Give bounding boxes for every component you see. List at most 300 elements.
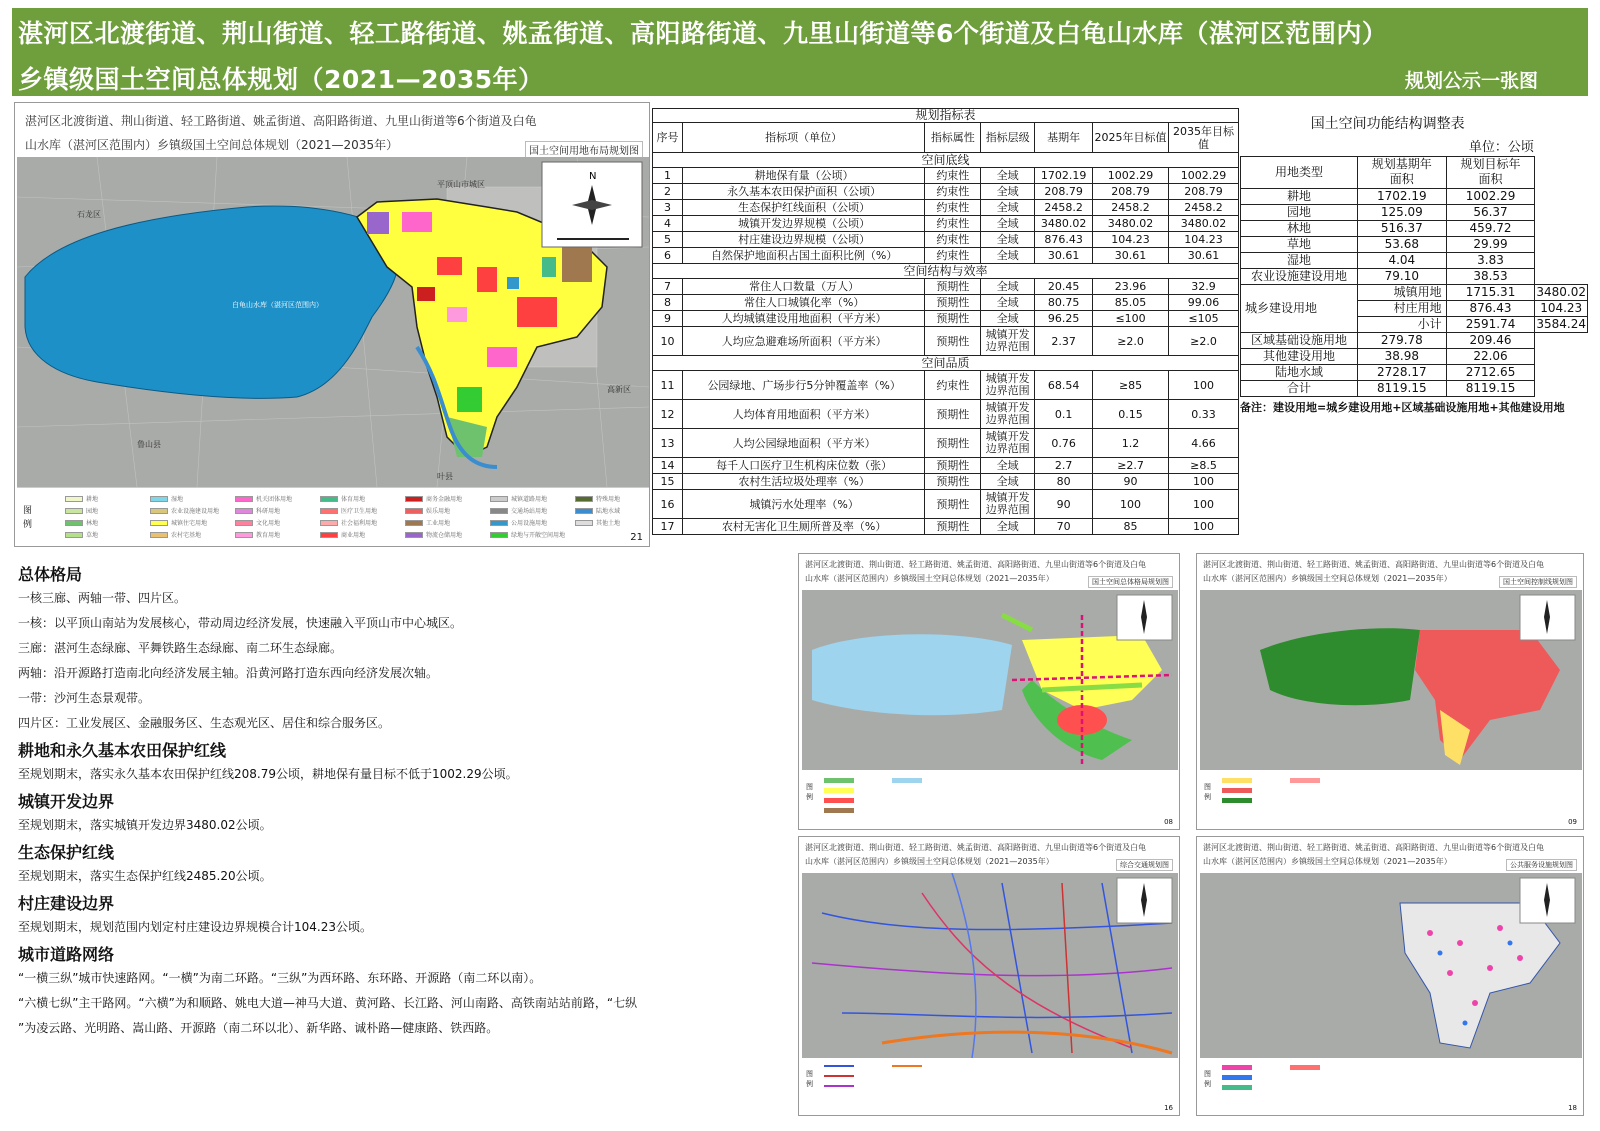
- legend-item: [150, 506, 219, 515]
- road-text-2: “六横七纵”主干路网。“六横”为和顺路、姚电大道—神马大道、黄河路、长江路、河山南路、高铁南站站前路，“七纵: [18, 996, 638, 1010]
- indicator-cell: 城镇开发边界范围: [981, 429, 1035, 458]
- structure-cell: 小计: [1357, 316, 1446, 332]
- structure-cell: 8119.15: [1446, 380, 1535, 396]
- legend-swatch: [65, 520, 83, 526]
- structure-row: [1241, 188, 1588, 204]
- indicator-cell: 23.96: [1093, 279, 1169, 295]
- farmland-heading: 耕地和永久基本农田保护红线: [18, 741, 227, 760]
- legend-swatch: [320, 508, 338, 514]
- main-map-title: [25, 109, 537, 157]
- structure-cell: 3480.02: [1536, 284, 1586, 299]
- main-map-panel[interactable]: [14, 102, 650, 547]
- indicator-cell: 0.1: [1035, 400, 1093, 429]
- urban-heading: 城镇开发边界: [18, 792, 115, 811]
- structure-cell: 合计: [1241, 380, 1358, 396]
- legend-item: [320, 506, 377, 515]
- structure-cell: 22.06: [1446, 348, 1535, 364]
- legend-item-label: 农村宅基地: [171, 532, 202, 539]
- legend-item: [405, 506, 450, 515]
- structure-unit-row: [1241, 140, 1588, 156]
- legend-item-label: 公用设施用地: [511, 520, 548, 527]
- indicator-cell: 1.2: [1093, 429, 1169, 458]
- structure-cell: 104.23: [1535, 300, 1588, 316]
- mini-map-3-legend-label: 图 例: [806, 1070, 820, 1088]
- mini-map-2-title-line1: 湛河区北渡街道、荆山街道、轻工路街道、姚孟街道、高阳路街道、九里山街道等6个街道及白龟: [1203, 560, 1545, 569]
- indicator-cell: 11: [653, 371, 683, 400]
- legend-swatch: [575, 496, 593, 502]
- indicator-cell: 约束性: [925, 184, 981, 200]
- summary-text: [18, 560, 788, 1041]
- indicator-cell: 公园绿地、广场步行5分钟覆盖率（%）: [682, 371, 924, 400]
- indicator-cell: 预期性: [925, 400, 981, 429]
- indicator-cell: 30.61: [1169, 248, 1239, 264]
- legend-item: [490, 494, 547, 503]
- indicator-header-cell: 序号: [653, 123, 683, 153]
- indicator-cell: 80.75: [1035, 295, 1093, 311]
- map-label-lushan: 鲁山县: [137, 440, 161, 449]
- legend-item-label: 体育用地: [341, 496, 366, 503]
- structure-cell: 1702.19: [1357, 188, 1446, 204]
- indicator-cell: 85: [1093, 519, 1169, 535]
- indicator-cell: 12: [653, 400, 683, 429]
- indicator-cell: 104.23: [1169, 232, 1239, 248]
- legend-item: [405, 518, 450, 527]
- indicator-header-cell: 2025年目标值: [1093, 123, 1169, 153]
- mini-map-3-canvas: [802, 873, 1178, 1058]
- indicator-cell: 2458.2: [1035, 200, 1093, 216]
- indicator-cell: 每千人口医疗卫生机构床位数（张）: [682, 458, 924, 474]
- indicator-cell: 全域: [981, 474, 1035, 490]
- mini-map-2-tag: 国土空间控制线规划图: [1499, 576, 1577, 588]
- legend-item-label: 湿地: [171, 496, 184, 503]
- road-text-3: ”为凌云路、光明路、嵩山路、开源路（南二环以北）、新华路、诚朴路—健康路、铁西路。: [18, 1021, 499, 1035]
- structure-row: [1241, 364, 1588, 380]
- indicator-row: [653, 490, 1239, 519]
- map-label-yexian: 叶县: [437, 472, 453, 481]
- legend-item: [150, 530, 201, 539]
- legend-item-label: 物流仓储用地: [426, 532, 463, 539]
- indicator-cell: 208.79: [1035, 184, 1093, 200]
- legend-item-label: 社会福利用地: [341, 520, 378, 527]
- mini-map-controllines[interactable]: [1196, 553, 1584, 830]
- village-heading: 村庄建设边界: [18, 894, 115, 913]
- structure-cell: 3.83: [1446, 252, 1535, 268]
- indicator-cell: ≥2.7: [1093, 458, 1169, 474]
- legend-item: [320, 518, 377, 527]
- legend-item: [490, 506, 547, 515]
- structure-cell: 4.04: [1357, 252, 1446, 268]
- structure-row: [1241, 380, 1588, 396]
- page-title-line1: 湛河区北渡街道、荆山街道、轻工路街道、姚孟街道、高阳路街道、九里山街道等6个街道及白龟山水库（湛河区范围内）: [18, 19, 1388, 48]
- indicator-cell: 全域: [981, 279, 1035, 295]
- structure-cell: 耕地: [1241, 188, 1358, 204]
- legend-swatch: [150, 496, 168, 502]
- indicator-cell: 9: [653, 311, 683, 327]
- indicator-cell: 10: [653, 327, 683, 356]
- legend-item-label: 城镇住宅用地: [171, 520, 208, 527]
- indicator-cell: 常住人口数量（万人）: [682, 279, 924, 295]
- indicator-table-header: [653, 123, 1239, 153]
- structure-cell: 2728.17: [1357, 364, 1446, 380]
- farmland-text: 至规划期末，落实永久基本农田保护红线208.79公顷，耕地保有量目标不低于1002.29公顷。: [18, 767, 518, 781]
- overall-list: [18, 586, 788, 736]
- indicator-row: [653, 371, 1239, 400]
- legend-item: [235, 518, 280, 527]
- indicator-cell: 预期性: [925, 295, 981, 311]
- legend-item-label: 特殊用地: [596, 496, 621, 503]
- main-map-title-line2: 山水库（湛河区范围内）乡镇级国土空间总体规划（2021—2035年）: [25, 138, 399, 152]
- structure-row: [1241, 332, 1588, 348]
- indicator-cell: 14: [653, 458, 683, 474]
- legend-item: [65, 494, 98, 503]
- structure-unit: 单位：公顷: [1468, 140, 1534, 156]
- mini-map-facilities[interactable]: [1196, 836, 1584, 1116]
- indicator-cell: 90: [1093, 474, 1169, 490]
- indicator-row: [653, 168, 1239, 184]
- indicator-cell: 城镇开发边界范围: [981, 490, 1035, 519]
- indicator-row: [653, 200, 1239, 216]
- legend-item-label: 绿地与开敞空间用地: [511, 532, 566, 539]
- structure-row: [1241, 252, 1588, 268]
- mini-map-4-title-line2: 山水库（湛河区范围内）乡镇级国土空间总体规划（2021—2035年）: [1203, 857, 1452, 866]
- legend-swatch: [150, 508, 168, 514]
- indicator-cell: 全域: [981, 519, 1035, 535]
- indicator-cell: 208.79: [1093, 184, 1169, 200]
- legend-item: [490, 518, 547, 527]
- indicator-cell: 32.9: [1169, 279, 1239, 295]
- structure-row: [1241, 348, 1588, 364]
- legend-swatch: [150, 520, 168, 526]
- mini-map-4-tag: 公共服务设施规划图: [1506, 859, 1577, 871]
- indicator-cell: 约束性: [925, 200, 981, 216]
- indicator-header-cell: 2035年目标值: [1169, 123, 1239, 153]
- overall-heading: 总体格局: [18, 565, 83, 584]
- header-banner: [12, 8, 1588, 96]
- legend-swatch: [65, 532, 83, 538]
- legend-item-label: 其他土地: [596, 520, 621, 527]
- indicator-row: [653, 248, 1239, 264]
- indicator-cell: 预期性: [925, 458, 981, 474]
- indicator-cell: 城镇污水处理率（%）: [682, 490, 924, 519]
- structure-title: 国土空间功能结构调整表: [1310, 115, 1465, 132]
- indicator-cell: 100: [1169, 474, 1239, 490]
- indicator-cell: 30.61: [1093, 248, 1169, 264]
- indicator-cell: 100: [1093, 490, 1169, 519]
- indicator-cell: 约束性: [925, 168, 981, 184]
- structure-col-base: 规划基期年: [1357, 156, 1446, 172]
- legend-item: [575, 506, 620, 515]
- indicator-cell: 城镇开发边界规模（公顷）: [682, 216, 924, 232]
- indicator-table-title: 规划指标表: [653, 109, 1239, 123]
- indicator-cell: 15: [653, 474, 683, 490]
- structure-row: [1241, 220, 1588, 236]
- indicator-cell: 约束性: [925, 216, 981, 232]
- indicator-cell: ≥2.0: [1169, 327, 1239, 356]
- legend-item: [235, 506, 280, 515]
- indicator-cell: 生态保护红线面积（公顷）: [682, 200, 924, 216]
- indicator-cell: 全域: [981, 200, 1035, 216]
- legend-item: [65, 518, 98, 527]
- indicator-cell: 2458.2: [1093, 200, 1169, 216]
- mini-map-traffic[interactable]: [798, 836, 1180, 1116]
- overall-item: 三廊：湛河生态绿廊、平舞铁路生态绿廊、南二环生态绿廊。: [18, 641, 343, 655]
- indicator-table: [652, 108, 1239, 535]
- structure-cell: 林地: [1241, 220, 1358, 236]
- legend-swatch: [490, 496, 508, 502]
- village-text: 至规划期末，规划范围内划定村庄建设边界规模合计104.23公顷。: [18, 920, 372, 934]
- overall-item: 一核三廊、两轴一带、四片区。: [18, 591, 187, 605]
- indicator-cell: 100: [1169, 519, 1239, 535]
- indicator-cell: 2.7: [1035, 458, 1093, 474]
- main-map-canvas[interactable]: [17, 157, 649, 487]
- indicator-cell: ≥8.5: [1169, 458, 1239, 474]
- indicator-cell: 1002.29: [1169, 168, 1239, 184]
- mini-map-4-title-line1: 湛河区北渡街道、荆山街道、轻工路街道、姚孟街道、高阳路街道、九里山街道等6个街道及白龟: [1203, 843, 1545, 852]
- indicator-header-cell: 指标层级: [981, 123, 1035, 153]
- legend-item: [405, 494, 462, 503]
- structure-cell: 3584.24: [1536, 316, 1586, 331]
- mini-map-4-legend-label: 图 例: [1204, 1070, 1218, 1088]
- legend-swatch: [490, 532, 508, 538]
- structure-cell: 459.72: [1446, 220, 1535, 236]
- main-map-title-line1: 湛河区北渡街道、荆山街道、轻工路街道、姚孟街道、高阳路街道、九里山街道等6个街道及白龟: [25, 114, 537, 128]
- indicator-cell: 全域: [981, 295, 1035, 311]
- structure-col-type: 用地类型: [1241, 156, 1358, 188]
- structure-col-area: 面积: [1357, 172, 1446, 188]
- indicator-cell: 1: [653, 168, 683, 184]
- legend-item: [320, 530, 365, 539]
- indicator-cell: 100: [1169, 371, 1239, 400]
- indicator-cell: 90: [1035, 490, 1093, 519]
- indicator-row: [653, 232, 1239, 248]
- indicator-cell: 全域: [981, 184, 1035, 200]
- indicator-cell: 13: [653, 429, 683, 458]
- indicator-cell: 5: [653, 232, 683, 248]
- structure-cell: 8119.15: [1357, 380, 1446, 396]
- mini-map-2-page: 09: [1568, 818, 1577, 826]
- indicator-cell: 预期性: [925, 519, 981, 535]
- legend-swatch: [490, 508, 508, 514]
- legend-swatch: [235, 496, 253, 502]
- structure-urban-rural-label: 城乡建设用地: [1241, 284, 1358, 332]
- mini-map-3-tag: 综合交通规划图: [1116, 859, 1173, 871]
- legend-item-label: 城镇道路用地: [511, 496, 548, 503]
- legend-swatch: [235, 508, 253, 514]
- main-map-page-number: 21: [630, 532, 643, 543]
- mini-map-4-canvas: [1200, 873, 1582, 1058]
- structure-row: [1241, 236, 1588, 252]
- legend-item-label: 工业用地: [426, 520, 451, 527]
- main-map-tag: 国土空间用地布局规划图: [525, 141, 643, 158]
- indicator-cell: 4: [653, 216, 683, 232]
- legend-item-label: 耕地: [86, 496, 99, 503]
- structure-col-area-2: 面积: [1446, 172, 1535, 188]
- legend-item-label: 教育用地: [256, 532, 281, 539]
- indicator-cell: 1002.29: [1093, 168, 1169, 184]
- eco-text: 至规划期末，落实生态保护红线2485.20公顷。: [18, 869, 272, 883]
- indicator-cell: 农村生活垃圾处理率（%）: [682, 474, 924, 490]
- mini-map-3-legend: [802, 1059, 1178, 1114]
- indicator-cell: 100: [1169, 490, 1239, 519]
- mini-map-4-page: 18: [1568, 1104, 1577, 1112]
- indicator-section-row: [653, 153, 1239, 168]
- indicator-cell: 人均应急避难场所面积（平方米）: [682, 327, 924, 356]
- legend-item: [575, 518, 620, 527]
- road-text-1: “一横三纵”城市快速路网。“一横”为南二环路。“三纵”为西环路、东环路、开源路（南二环以南）。: [18, 971, 542, 985]
- indicator-cell: 0.76: [1035, 429, 1093, 458]
- indicator-row: [653, 184, 1239, 200]
- urban-text: 至规划期末，落实城镇开发边界3480.02公顷。: [18, 818, 272, 832]
- structure-cell: 209.46: [1446, 332, 1535, 348]
- indicator-section-name: 空间底线: [653, 153, 1239, 168]
- structure-note: 备注：建设用地=城乡建设用地+区域基础设施用地+其他建设用地: [1240, 401, 1565, 414]
- mini-map-1-legend: [802, 772, 1178, 828]
- legend-item: [490, 530, 565, 539]
- structure-cell: 陆地水域: [1241, 364, 1358, 380]
- legend-swatch: [575, 508, 593, 514]
- structure-cell: 125.09: [1357, 204, 1446, 220]
- structure-cell: 1002.29: [1446, 188, 1535, 204]
- indicator-cell: 80: [1035, 474, 1093, 490]
- mini-map-3-page: 16: [1164, 1104, 1173, 1112]
- indicator-cell: 预期性: [925, 279, 981, 295]
- legend-swatch: [320, 532, 338, 538]
- indicator-cell: 城镇开发边界范围: [981, 371, 1035, 400]
- structure-title-row: [1241, 108, 1588, 140]
- legend-item: [150, 494, 183, 503]
- indicator-cell: 70: [1035, 519, 1093, 535]
- legend-swatch: [575, 520, 593, 526]
- structure-cell: 516.37: [1357, 220, 1446, 236]
- legend-item-label: 陆地水域: [596, 508, 621, 515]
- legend-item-label: 农业设施建设用地: [171, 508, 220, 515]
- indicator-cell: 208.79: [1169, 184, 1239, 200]
- indicator-cell: 17: [653, 519, 683, 535]
- legend-item: [150, 518, 207, 527]
- indicator-row: [653, 279, 1239, 295]
- structure-cell: 区域基础设施用地: [1241, 332, 1358, 348]
- indicator-cell: 7: [653, 279, 683, 295]
- indicator-row: [653, 400, 1239, 429]
- legend-swatch: [150, 532, 168, 538]
- legend-swatch: [320, 496, 338, 502]
- legend-item-label: 园地: [86, 508, 99, 515]
- indicator-cell: 全域: [981, 248, 1035, 264]
- indicator-cell: 3: [653, 200, 683, 216]
- indicator-cell: 城镇开发边界范围: [981, 400, 1035, 429]
- structure-cell: 79.10: [1357, 268, 1446, 284]
- legend-item-label: 商业用地: [341, 532, 366, 539]
- legend-item: [235, 530, 280, 539]
- indicator-cell: 2458.2: [1169, 200, 1239, 216]
- indicator-cell: 常住人口城镇化率（%）: [682, 295, 924, 311]
- mini-map-2-canvas: [1200, 590, 1582, 770]
- indicator-cell: 3480.02: [1169, 216, 1239, 232]
- indicator-section-row: [653, 264, 1239, 279]
- legend-item-label: 文化用地: [256, 520, 281, 527]
- indicator-row: [653, 216, 1239, 232]
- indicator-cell: 约束性: [925, 232, 981, 248]
- legend-item: [65, 506, 98, 515]
- structure-cell: 29.99: [1446, 236, 1535, 252]
- mini-map-1-legend-label: 图 例: [806, 783, 820, 801]
- indicator-cell: 预期性: [925, 474, 981, 490]
- indicator-cell: 人均体育用地面积（平方米）: [682, 400, 924, 429]
- mini-map-1-title-line1: 湛河区北渡街道、荆山街道、轻工路街道、姚孟街道、高阳路街道、九里山街道等6个街道及白龟: [805, 560, 1147, 569]
- indicator-header-cell: 指标项（单位）: [682, 123, 924, 153]
- structure-row: [1241, 284, 1588, 300]
- legend-swatch: [405, 496, 423, 502]
- indicator-cell: 预期性: [925, 311, 981, 327]
- indicator-cell: 预期性: [925, 490, 981, 519]
- legend-item: [320, 494, 365, 503]
- indicator-cell: 2: [653, 184, 683, 200]
- structure-cell: 2712.65: [1446, 364, 1535, 380]
- structure-cell: 园地: [1241, 204, 1358, 220]
- structure-cell: 其他建设用地: [1241, 348, 1358, 364]
- indicator-cell: ≤105: [1169, 311, 1239, 327]
- structure-cell: 城镇用地: [1357, 284, 1446, 300]
- mini-map-pattern[interactable]: [798, 553, 1180, 830]
- indicator-header-cell: 基期年: [1035, 123, 1093, 153]
- overall-item: 一核：以平顶山南站为发展核心，带动周边经济发展，快速融入平顶山市中心城区。: [18, 616, 463, 630]
- structure-cell: 湿地: [1241, 252, 1358, 268]
- map-label-city: 平顶山市城区: [437, 180, 485, 189]
- page-title-line2: 乡镇级国土空间总体规划（2021—2035年）: [18, 65, 544, 94]
- mini-map-1-page: 08: [1164, 818, 1173, 826]
- structure-cell: 1715.31: [1446, 284, 1535, 300]
- indicator-row: [653, 458, 1239, 474]
- indicator-cell: 全域: [981, 458, 1035, 474]
- indicator-cell: 99.06: [1169, 295, 1239, 311]
- indicator-cell: 6: [653, 248, 683, 264]
- indicator-cell: 全域: [981, 216, 1035, 232]
- indicator-cell: 人均城镇建设用地面积（平方米）: [682, 311, 924, 327]
- indicator-cell: 耕地保有量（公顷）: [682, 168, 924, 184]
- indicator-cell: 全域: [981, 311, 1035, 327]
- structure-cell: 279.78: [1357, 332, 1446, 348]
- indicator-cell: 0.33: [1169, 400, 1239, 429]
- indicator-cell: 城镇开发边界范围: [981, 327, 1035, 356]
- legend-swatch: [65, 496, 83, 502]
- mini-map-2-title-line2: 山水库（湛河区范围内）乡镇级国土空间总体规划（2021—2035年）: [1203, 574, 1452, 583]
- mini-map-2-legend-label: 图 例: [1204, 783, 1218, 801]
- mini-map-4-legend: [1200, 1059, 1582, 1114]
- structure-cell: 农业设施建设用地: [1241, 268, 1358, 284]
- compass-label: N: [589, 171, 597, 182]
- indicator-cell: 8: [653, 295, 683, 311]
- mini-map-3-title-line2: 山水库（湛河区范围内）乡镇级国土空间总体规划（2021—2035年）: [805, 857, 1054, 866]
- indicator-cell: 3480.02: [1035, 216, 1093, 232]
- indicator-cell: 96.25: [1035, 311, 1093, 327]
- legend-item-label: 商务金融用地: [426, 496, 463, 503]
- overall-item: 两轴：沿开源路打造南北向经济发展主轴。沿黄河路打造东西向经济发展次轴。: [18, 666, 439, 680]
- legend-swatch: [490, 520, 508, 526]
- indicator-cell: 约束性: [925, 371, 981, 400]
- legend-item: [235, 494, 292, 503]
- indicator-cell: ≥2.0: [1093, 327, 1169, 356]
- indicator-cell: 876.43: [1035, 232, 1093, 248]
- legend-item-label: 医疗卫生用地: [341, 508, 378, 515]
- structure-row: [1241, 204, 1588, 220]
- indicator-table-title-row: [653, 109, 1239, 123]
- map-label-hightech: 高新区: [607, 385, 631, 394]
- indicator-cell: 68.54: [1035, 371, 1093, 400]
- indicator-cell: 0.15: [1093, 400, 1169, 429]
- legend-item: [65, 530, 98, 539]
- structure-cell: 53.68: [1357, 236, 1446, 252]
- indicator-cell: 永久基本农田保护面积（公顷）: [682, 184, 924, 200]
